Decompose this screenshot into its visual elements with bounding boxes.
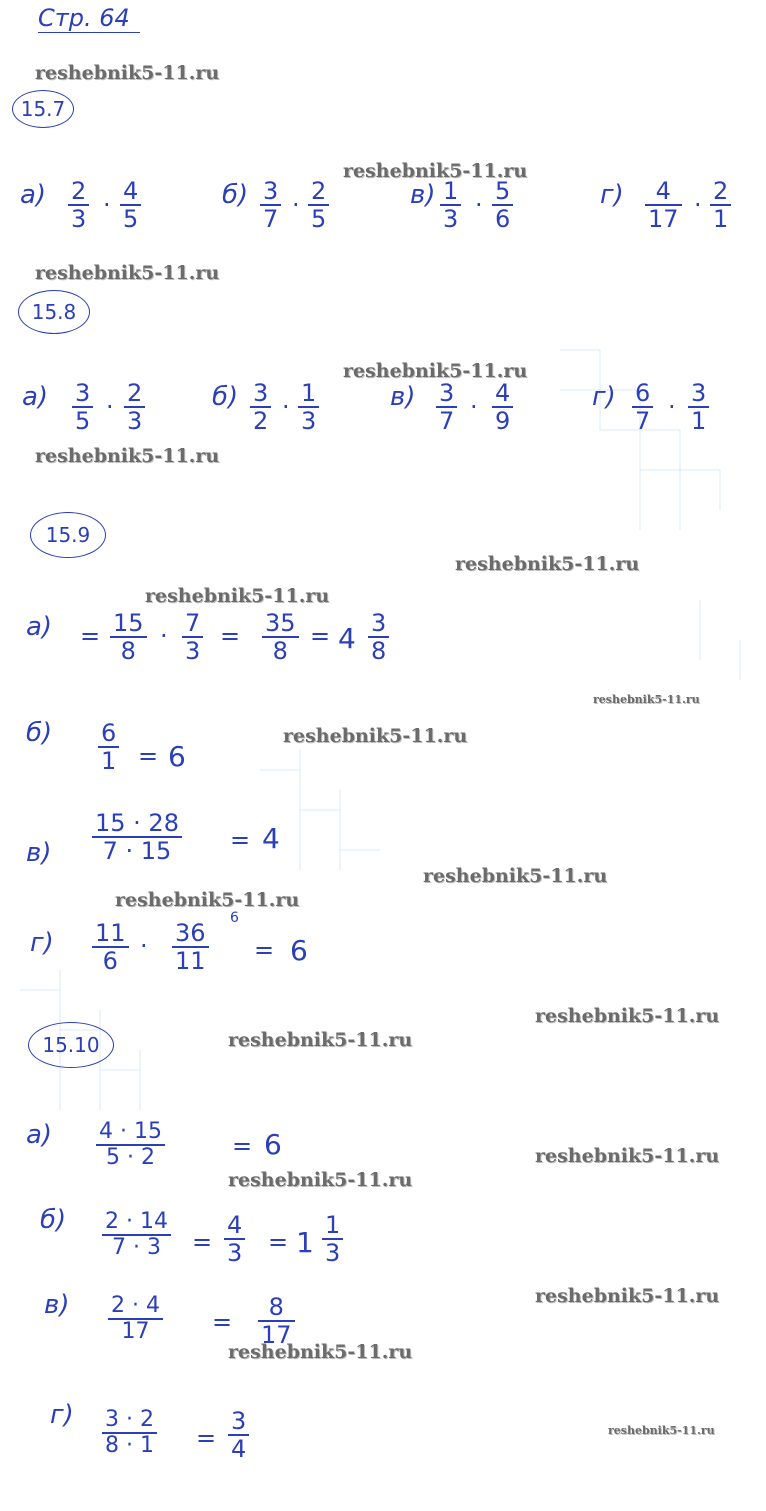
task-number: 15.8: [18, 290, 90, 334]
result: 6: [168, 740, 186, 773]
item-label: а): [26, 612, 53, 642]
watermark: reshebnik5-11.ru: [228, 1029, 413, 1051]
fraction: 2 3: [124, 380, 145, 435]
mixed-number-whole: 4: [338, 622, 356, 655]
watermark: reshebnik5-11.ru: [593, 693, 700, 706]
cancelled-factor: 6: [230, 910, 239, 926]
fraction: 5 6: [492, 178, 513, 233]
mixed-number-whole: 1: [296, 1226, 314, 1259]
operator: ·: [160, 622, 168, 650]
fraction: 4 9: [492, 380, 513, 435]
task-number: 15.7: [12, 90, 74, 128]
fraction: 15 · 28 7 · 15: [92, 810, 182, 865]
watermark: reshebnik5-11.ru: [35, 262, 220, 284]
item-label: г): [30, 928, 54, 958]
fraction: 1 3: [298, 380, 319, 435]
item-label: б): [222, 180, 249, 210]
fraction: 3 8: [368, 610, 389, 665]
operator: =: [230, 826, 251, 854]
task-number: 15.9: [30, 512, 106, 558]
fraction: 2 · 4 17: [108, 1294, 163, 1344]
watermark: reshebnik5-11.ru: [423, 865, 608, 887]
operator: =: [138, 742, 159, 770]
fraction: 3 5: [72, 380, 93, 435]
item-label: б): [26, 718, 53, 748]
fraction: 3 · 2 8 · 1: [102, 1408, 157, 1458]
watermark: reshebnik5-11.ru: [608, 1424, 715, 1437]
watermark: reshebnik5-11.ru: [228, 1341, 413, 1363]
watermark: reshebnik5-11.ru: [535, 1285, 720, 1307]
fraction: 4 17: [645, 178, 682, 233]
watermark: reshebnik5-11.ru: [455, 553, 640, 575]
watermark: reshebnik5-11.ru: [145, 585, 330, 607]
fraction: 7 3: [182, 610, 203, 665]
watermark: reshebnik5-11.ru: [343, 360, 528, 382]
item-label: в): [390, 382, 416, 412]
fraction: 11 6: [92, 920, 129, 975]
item-label: в): [410, 180, 436, 210]
operator: ·: [475, 191, 483, 219]
operator: ·: [106, 393, 114, 421]
operator: ·: [668, 393, 676, 421]
item-label: г): [50, 1400, 74, 1430]
watermark: reshebnik5-11.ru: [115, 889, 300, 911]
watermark: reshebnik5-11.ru: [35, 445, 220, 467]
fraction: 4 3: [224, 1212, 245, 1267]
fraction: 1 3: [440, 178, 461, 233]
fraction: 3 7: [260, 178, 281, 233]
result: 4: [262, 822, 280, 855]
fraction: 2 · 14 7 · 3: [102, 1210, 171, 1260]
watermark: reshebnik5-11.ru: [343, 160, 528, 182]
item-label: в): [44, 1290, 70, 1320]
fraction: 1 3: [322, 1212, 343, 1267]
fraction: 4 · 15 5 · 2: [96, 1120, 165, 1170]
operator: ·: [470, 393, 478, 421]
item-label: г): [592, 382, 616, 412]
fraction: 2 1: [710, 178, 731, 233]
watermark: reshebnik5-11.ru: [35, 62, 220, 84]
operator: =: [196, 1424, 217, 1452]
fraction: 8 17: [258, 1294, 295, 1349]
operator: =: [220, 622, 241, 650]
operator: =: [212, 1308, 233, 1336]
watermark: reshebnik5-11.ru: [535, 1005, 720, 1027]
item-label: а): [20, 180, 47, 210]
page-title: Стр. 64: [38, 4, 140, 33]
item-label: а): [22, 382, 49, 412]
operator: ·: [140, 932, 148, 960]
item-label: б): [40, 1205, 67, 1235]
operator: ·: [292, 191, 300, 219]
fraction: 15 8: [110, 610, 147, 665]
operator: =: [192, 1228, 213, 1256]
operator: ·: [694, 191, 702, 219]
fraction: 3 4: [228, 1408, 249, 1463]
operator: =: [232, 1132, 253, 1160]
item-label: г): [600, 180, 624, 210]
operator: =: [268, 1228, 289, 1256]
fraction: 35 8: [262, 610, 299, 665]
fraction: 6 7: [632, 380, 653, 435]
result: 6: [290, 934, 308, 967]
operator: ·: [103, 191, 111, 219]
operator: =: [310, 622, 331, 650]
operator: ·: [282, 393, 290, 421]
fraction: 2 5: [308, 178, 329, 233]
item-label: б): [212, 382, 239, 412]
watermark: reshebnik5-11.ru: [283, 725, 468, 747]
fraction: 3 1: [688, 380, 709, 435]
fraction: 3 7: [436, 380, 457, 435]
operator: =: [254, 936, 275, 964]
watermark: reshebnik5-11.ru: [228, 1169, 413, 1191]
item-label: а): [26, 1120, 53, 1150]
item-label: в): [26, 838, 52, 868]
fraction: 2 3: [68, 178, 89, 233]
fraction: 4 5: [120, 178, 141, 233]
result: 6: [264, 1128, 282, 1161]
fraction: 6 1: [98, 720, 119, 775]
watermark: reshebnik5-11.ru: [535, 1145, 720, 1167]
task-number: 15.10: [28, 1022, 114, 1068]
operator: =: [80, 622, 101, 650]
fraction: 3 2: [250, 380, 271, 435]
fraction: 36 11: [172, 920, 209, 975]
